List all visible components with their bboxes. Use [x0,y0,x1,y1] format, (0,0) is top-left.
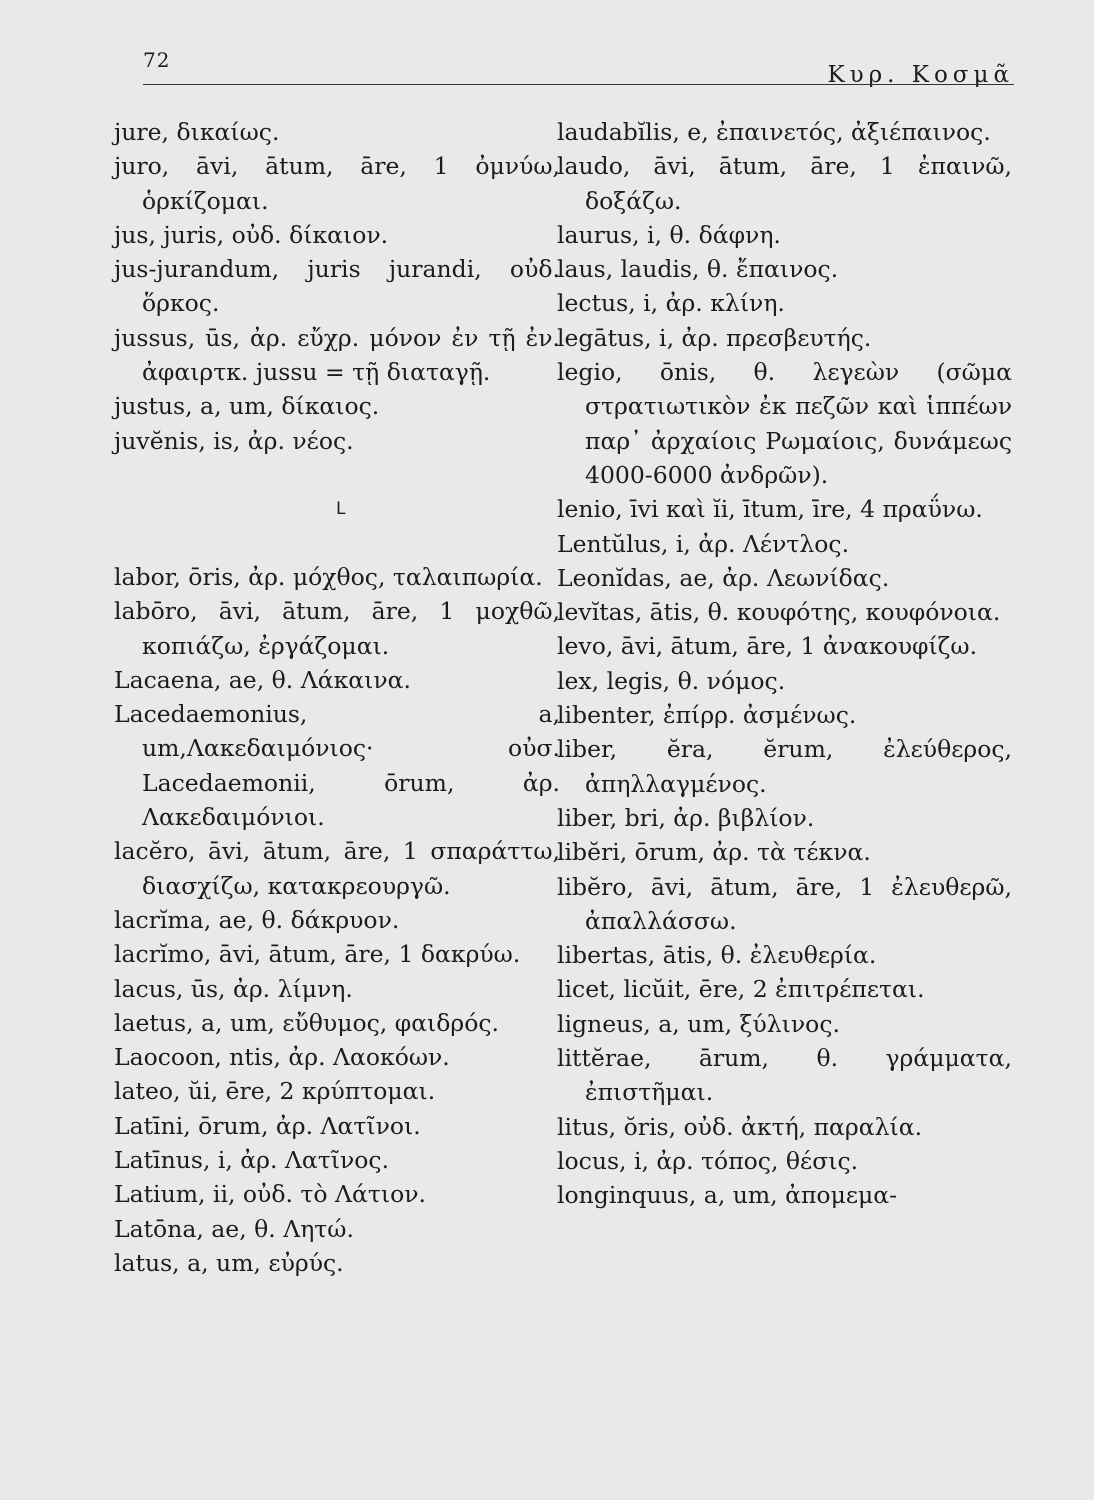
page-number: 72 [143,48,171,72]
dictionary-entry: lenio, īvi καὶ ĭi, ītum, īre, 4 πραΰνω. [557,495,983,524]
dictionary-entry: Laocoon, ntis, ἀρ. Λαοκόων. [114,1043,450,1072]
right-column-entries [557,115,1012,1213]
dictionary-entry: liber, ĕra, ĕrum, ἐλεύθερος, ἀπηλλαγμένος. [557,735,1012,798]
left-column [114,115,560,1280]
right-column [557,115,1012,1213]
dictionary-entry: lacrĭmo, āvi, ātum, āre, 1 δακρύω. [114,940,521,969]
section-letter-heading: L [336,498,346,519]
dictionary-entry: lacus, ūs, ἀρ. λίμνη. [114,974,353,1003]
dictionary-entry: lateo, ŭi, ēre, 2 κρύπτομαι. [114,1077,436,1106]
dictionary-entry: longinquus, a, um, ἀπομεμα- [557,1181,898,1210]
dictionary-entry: legātus, i, ἀρ. πρεσβευτής. [557,323,872,352]
dictionary-entry: locus, i, ἀρ. τόπος, θέσις. [557,1146,859,1175]
dictionary-entry: latus, a, um, εὐρύς. [114,1248,344,1277]
dictionary-entry: Latium, ii, οὐδ. τὸ Λάτιον. [114,1180,427,1209]
dictionary-entry: Latōna, ae, θ. Λητώ. [114,1214,354,1243]
dictionary-entry: Lacaena, ae, θ. Λάκαινα. [114,665,411,694]
dictionary-entry: Leonĭdas, ae, ἀρ. Λεωνίδας. [557,563,890,592]
dictionary-entry: jure, δικαίως. [114,118,280,146]
dictionary-entry: Latīnus, i, ἀρ. Λατῖνος. [114,1146,390,1175]
dictionary-entry: jus-jurandum, juris jurandi, οὐδ. ὅρκος. [114,255,560,318]
dictionary-entry: justus, a, um, δίκαιος. [114,392,380,421]
dictionary-entry: Lentŭlus, i, ἀρ. Λέντλος. [557,529,850,558]
dictionary-entry: laetus, a, um, εὔθυμος, φαιδρός. [114,1008,500,1037]
dictionary-entry: labōro, āvi, ātum, āre, 1 μοχθῶ, κοπιάζω, ἐργάζομαι. [114,597,560,660]
dictionary-entry: lacrĭma, ae, θ. δάκρυον. [114,905,400,934]
dictionary-entry: levo, āvi, ātum, āre, 1 ἀνακουφίζω. [557,632,978,661]
entries-after-section [114,560,560,1280]
dictionary-entry: lectus, i, ἀρ. κλίνη. [557,289,785,318]
dictionary-entry: levĭtas, ātis, θ. κουφότης, κουφόνοια. [557,598,1001,627]
dictionary-entry: lex, legis, θ. νόμος. [557,666,786,695]
dictionary-entry: legio, ōnis, θ. λεγεὼν (σῶμα στρατιωτικὸν ἐκ πεζῶν καὶ ἱππέων παρ᾽ ἀρχαίοις Ρωμαίοις, δυνάμεως 4000-6000 ἀνδρῶν). [557,358,1012,489]
header-rule [143,84,1014,85]
entries-before-section [114,115,560,458]
dictionary-entry: liber, bri, ἀρ. βιβλίον. [557,803,815,832]
dictionary-entry: libĕro, āvi, ātum, āre, 1 ἐλευθερῶ, ἀπαλλάσσω. [557,872,1012,935]
dictionary-entry: libenter, ἐπίρρ. ἀσμένως. [557,701,857,730]
dictionary-entry: jussus, ūs, ἀρ. εὔχρ. μόνον ἐν τῇ ἐν. ἀφαιρτκ. jussu = τῇ διαταγῇ. [114,323,560,387]
dictionary-entry: Latīni, ōrum, ἀρ. Λατῖνοι. [114,1111,421,1140]
dictionary-entry: juro, āvi, ātum, āre, 1 ὀμνύω, ὁρκίζομαι. [114,152,560,215]
dictionary-entry: laurus, i, θ. δάφνη. [557,220,781,249]
dictionary-entry: libĕri, ōrum, ἀρ. τὰ τέκνα. [557,838,871,867]
dictionary-entry: ligneus, a, um, ξύλινος. [557,1009,840,1038]
dictionary-entry: Lacedaemonius, a, um,Λακεδαιμόνιος· οὐσ. Lacedaemonii, ōrum, ἀρ. Λακεδαιμόνιοι. [114,700,560,832]
dictionary-entry: laus, laudis, θ. ἔπαινος. [557,255,839,284]
dictionary-entry: lacĕro, āvi, ātum, āre, 1 σπαράττω, διασχίζω, κατακρεουργῶ. [114,837,560,900]
dictionary-entry: litus, ŏris, οὐδ. ἀκτή, παραλία. [557,1112,923,1141]
running-head: Κυρ. Κοσμᾶ [827,62,1014,88]
dictionary-entry: jus, juris, οὐδ. δίκαιον. [114,220,389,249]
dictionary-entry: juvĕnis, is, ἀρ. νέος. [114,426,354,455]
dictionary-entry: littĕrae, ārum, θ. γράμματα, ἐπιστῆμαι. [557,1044,1012,1107]
dictionary-entry: labor, ōris, ἀρ. μόχθος, ταλαιπωρία. [114,562,543,591]
dictionary-entry: laudabĭlis, e, ἐπαινετός, ἀξιέπαινος. [557,118,991,146]
dictionary-entry: laudo, āvi, ātum, āre, 1 ἐπαινῶ, δοξάζω. [557,152,1012,215]
dictionary-entry: licet, licŭit, ēre, 2 ἐπιτρέπεται. [557,975,925,1004]
dictionary-entry: libertas, ātis, θ. ἐλευθερία. [557,941,877,970]
